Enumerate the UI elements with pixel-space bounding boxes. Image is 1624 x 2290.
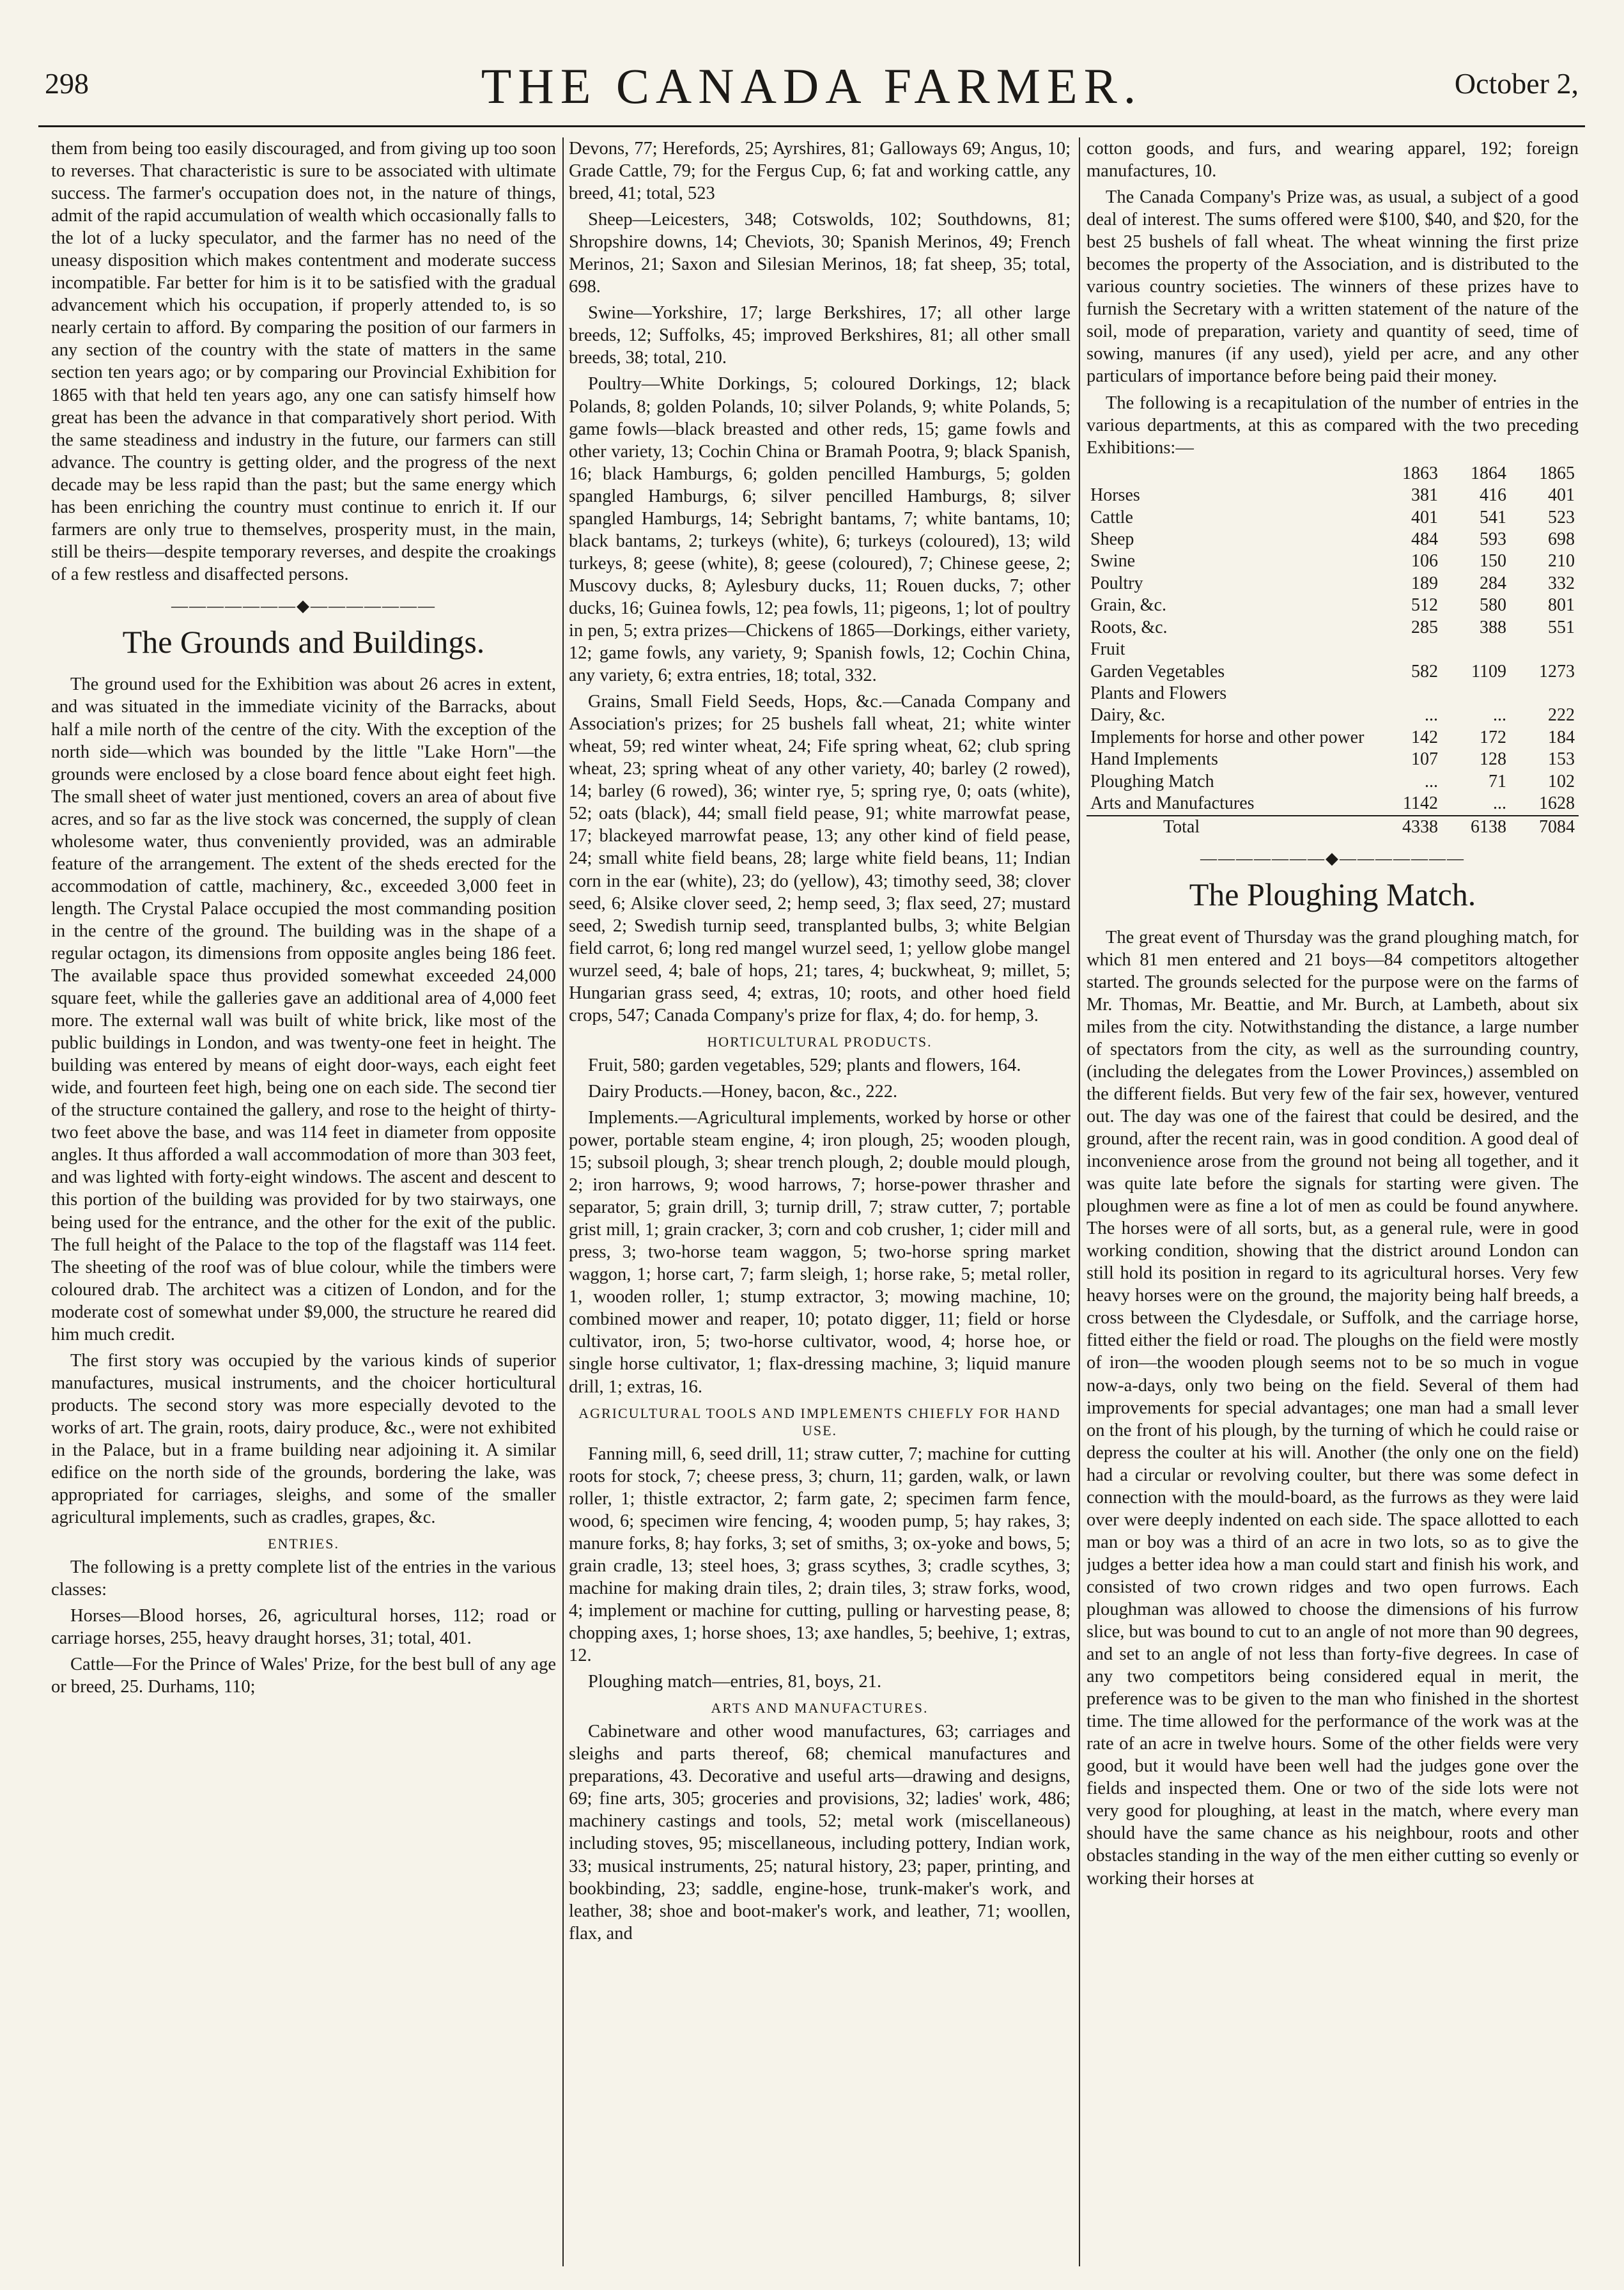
table-row-label: Hand Implements (1090, 749, 1218, 770)
table-row (1087, 485, 1579, 506)
table-row (1087, 507, 1579, 529)
table-header-label (1087, 463, 1373, 485)
column-2 (569, 137, 1071, 2266)
table-cell: 71 (1489, 771, 1506, 791)
table-cell: 184 (1548, 727, 1575, 747)
entry-paragraph: Ploughing match—entries, 81, boys, 21. (588, 1672, 882, 1692)
column-3 (1087, 137, 1579, 2266)
article-paragraph: The ground used for the Exhibition was about 26 acres in extent, and was situated in the immediate vicinity of the Barracks, about half a mile north of the centre of the city. With the exception of the north side—which was bounded by the little "Lake Horn"—the grounds were enclosed by a close board fence about eight feet high. The small sheet of water just mentioned, covers an area of about five acres, and so far as the live stock was concerned, the supply of clean wholesome water, thus conveniently provided, was an admirable feature of the arrangement. The extent of the sheds erected for the accommodation of cattle, machinery, &c., exceeded 3,000 feet in length. The Crystal Palace occupied the most commanding position in the centre of the ground. The building was in the shape of a regular octagon, its dimensions from opposite angles being 186 feet. The available space thus provided somewhat exceeded 24,000 square feet, while the galleries gave an additional area of 4,000 feet more. The external wall was built of white brick, like most of the public buildings in London, and was twenty-one feet in height. The building was entered by means of eight door-ways, each eight feet wide, and fourteen feet high, being one on each side. The second tier of the structure contained the gallery, and rose to the height of thirty-two feet above the base, and was 114 feet in diameter from opposite angles. It thus afforded a wall accommodation of more than 303 feet, and was lighted with forty-eight windows. The ascent and descent to this portion of the building was provided for by two stairways, one being used for the entrance, and the other for the exit of the public. The full height of the Palace to the top of the flagstaff was 114 feet. The sheeting of the roof was of blue colour, while the timbers were coloured drab. The architect was a citizen of London, and for the moderate cost of somewhat under $9,000, the structure he reared did him much credit. (51, 674, 556, 1344)
table-cell: 189 (1411, 573, 1438, 593)
entry-paragraph: Implements.—Agricultural implements, worked by horse or other power, portable steam engine, 4; iron plough, 25; wooden plough, 15; subsoil plough, 3; shear trench plough, 2; double mould plough, 2; iron harrows, 9; wood harrows, 7; horse-power thrasher and separator, 5; grain drill, 3; turnip drill, 7; straw cutter, 7; portable grist mill, 1; grain cracker, 3; corn and cob crusher, 1; cider mill and press, 3; two-horse team waggon, 5; two-horse spring market waggon, 1; horse cart, 7; farm sleigh, 1; horse rake, 5; metal roller, 1, wooden roller, 1; stump extractor, 3; mowing machine, 10; combined mower and reaper, 10; potato digger, 11; field or horse cultivator, iron, 5; two-horse cultivator, wood, 4; horse hoe, or single horse cultivator, 1; flax-dressing machine, 3; liquid manure drill, 1; extras, 16. (569, 1107, 1071, 1397)
table-cell: 381 (1411, 485, 1438, 506)
table-cell: 523 (1548, 507, 1575, 527)
table-row-label: Swine (1090, 551, 1135, 572)
table-row-label: Garden Vegetables (1090, 661, 1225, 682)
table-cell: 332 (1548, 573, 1575, 593)
table-cell: 106 (1411, 551, 1438, 572)
table-row-label: Poultry (1090, 573, 1143, 593)
section-ornament: ———————◆——————— (171, 596, 436, 615)
table-cell: 416 (1480, 485, 1506, 506)
table-cell: 153 (1548, 749, 1575, 770)
newspaper-title: THE CANADA FARMER. (481, 58, 1143, 114)
table-cell: ... (1493, 793, 1506, 814)
entry-paragraph: Grains, Small Field Seeds, Hops, &c.—Canada Company and Association's prizes; for 25 bushels fall wheat, 21; white winter wheat, 59; red winter wheat, 24; Fife spring wheat, 62; club spring wheat, 23; spring wheat of any other variety, 40; barley (2 rowed), 14; barley (6 rowed), 36; winter rye, 5; spring rye, 0; oats (white), 52; oats (black), 44; small field pease, 91; white marrowfat pease, 17; blackeyed marrowfat pease, 13; any other kind of field pease, 24; small white field beans, 28; large white field beans, 11; Indian corn in the ear (white), 23; do (yellow), 43; timothy seed, 38; clover seed, 6; Alsike clover seed, 2; hemp seed, 3; flax seed, 27; mustard seed, 2; Swedish turnip seed, transplanted bulbs, 3; white Belgian field carrot, 6; long red mangel wurzel seed, 1; yellow globe mangel wurzel seed, 4; bale of hops, 21; tares, 4; buckwheat, 9; millet, 5; Hungarian grass seed, 4; extras, 10; roots, and other hoed field crops, 547; Canada Company's prize for flax, 4; do. for hemp, 3. (569, 692, 1071, 1025)
table-cell: 582 (1411, 661, 1438, 682)
entry-paragraph: Swine—Yorkshire, 17; large Berkshires, 17; all other large breeds, 12; Suffolks, 45; improved Berkshires, 81; all other small breeds, 38; total, 210. (569, 303, 1071, 368)
masthead (38, 55, 1585, 127)
table-row-label: Implements for horse and other power (1090, 727, 1365, 747)
table-cell: 1109 (1471, 661, 1506, 682)
table-row (1087, 529, 1579, 550)
column-rule (562, 137, 564, 2266)
table-row (1087, 683, 1579, 705)
table-row (1087, 661, 1579, 683)
table-cell: 222 (1548, 705, 1575, 726)
entry-paragraph: cotton goods, and furs, and wearing apparel, 192; foreign manufactures, 10. (1087, 139, 1579, 182)
table-cell: 1273 (1539, 661, 1575, 682)
table-row (1087, 617, 1579, 639)
table-header-year: 1864 (1471, 463, 1506, 483)
article-paragraph: The following is a pretty complete list of the entries in the various classes: (51, 1557, 556, 1600)
table-cell (1510, 683, 1579, 705)
table-cell: 401 (1548, 485, 1575, 506)
table-row (1087, 771, 1579, 793)
table-cell: 551 (1548, 617, 1575, 637)
table-cell: 698 (1548, 529, 1575, 549)
table-header-row (1087, 463, 1579, 485)
table-row-label: Ploughing Match (1090, 771, 1214, 791)
table-cell (1510, 639, 1579, 660)
table-cell: 801 (1548, 595, 1575, 616)
table-row-label: Plants and Flowers (1090, 683, 1227, 704)
table-cell: 580 (1480, 595, 1506, 616)
entry-paragraph: Cattle—For the Prince of Wales' Prize, for the best bull of any age or breed, 25. Durhams, 110; (51, 1655, 556, 1697)
entry-paragraph: Fruit, 580; garden vegetables, 529; plants and flowers, 164. (588, 1055, 1021, 1075)
subheading-horticultural: HORTICULTURAL PRODUCTS. (707, 1033, 932, 1050)
table-cell: 150 (1480, 551, 1506, 572)
table-total-label: Total (1087, 816, 1373, 838)
entry-paragraph: Cabinetware and other wood manufactures, 63; carriages and sleighs and parts thereof, 68; chemical manufactures and preparations, 43. Decorative and useful arts—drawing and designs, 69; fine arts, 305; groceries and provisions, 32; ladies' work, 486; machinery castings and tools, 52; metal work (miscellaneous) including stoves, 95; miscellaneous, including pottery, Indian work, 33; musical instruments, 25; natural history, 23; paper, printing, and bookbinding, 23; saddle, engine-hose, trunk-maker's work, and leather, 38; shoe and boot-maker's work, and leather, 71; woollen, flax, and (569, 1722, 1071, 1943)
entry-paragraph: Sheep—Leicesters, 348; Cotswolds, 102; Southdowns, 81; Shropshire downs, 14; Cheviots, 30; Spanish Merinos, 49; French Merinos, 21; Saxon and Silesian Merinos, 18; fat sheep, 35; total, 698. (569, 210, 1071, 297)
table-total-cell: 6138 (1442, 816, 1510, 838)
section-heading-ploughing: The Ploughing Match. (1189, 876, 1476, 913)
table-total-cell: 4338 (1373, 816, 1442, 838)
recapitulation-table (1087, 463, 1579, 838)
table-row-label: Sheep (1090, 529, 1134, 549)
entry-paragraph: Fanning mill, 6, seed drill, 11; straw cutter, 7; machine for cutting roots for stock, 7; cheese press, 3; churn, 11; garden, walk, or lawn roller, 1; thistle extractor, 2; farm gate, 2; specimen farm fence, wood, 6; specimen wire fencing, 4; wooden pump, 5; hay rakes, 3; manure forks, 8; hay forks, 3; set of smiths, 3; ox-yoke and bows, 5; grain cradle, 13; steel hoes, 3; grass scythes, 3; cradle scythes, 3; machine for making drain tiles, 2; drain tiles, 3; straw forks, wood, 4; implement or machine for cutting, pulling or harvesting pease, 8; chopping axes, 1; horse shoes, 13; axe handles, 5; beehive, 1; extras, 12. (569, 1444, 1071, 1666)
entry-paragraph: Horses—Blood horses, 26, agricultural horses, 112; road or carriage horses, 255, heavy draught horses, 31; total, 401. (51, 1606, 556, 1649)
table-row (1087, 639, 1579, 660)
table-cell (1373, 683, 1442, 705)
section-heading-grounds: The Grounds and Buildings. (122, 623, 485, 660)
table-cell (1442, 683, 1510, 705)
issue-date: October 2, (1454, 67, 1579, 100)
subheading-arts: ARTS AND MANUFACTURES. (711, 1700, 929, 1717)
table-row-label: Cattle (1090, 507, 1133, 527)
table-cell: 484 (1411, 529, 1438, 549)
table-cell (1442, 639, 1510, 660)
table-row (1087, 595, 1579, 616)
table-row-label: Arts and Manufactures (1090, 793, 1255, 814)
table-row-label: Roots, &c. (1090, 617, 1168, 637)
table-cell: 593 (1480, 529, 1506, 549)
table-cell: 285 (1411, 617, 1438, 637)
entry-paragraph: Dairy Products.—Honey, bacon, &c., 222. (588, 1081, 898, 1102)
table-cell: 401 (1411, 507, 1438, 527)
article-paragraph: them from being too easily discouraged, and from giving up too soon to reverses. That characteristic is sure to be associated with ultimate success. The farmer's occupation does not, in the nature of things, admit of the rapid accumulation of wealth which occasionally falls to the lot of a lucky speculator, and the farmer has no need of the uneasy disposition which makes contentment and moderate success incompatible. Far better for him is it to be satisfied with the gradual advancement which his occupation, if properly attended to, is so nearly certain to afford. By comparing the position of our farmers in any section of the country with the state of matters in the same section ten years ago; or by comparing our Provincial Exhibition for 1865 with that held ten years ago, any one can satisfy himself how great has been the advance in that comparatively short period. With the same steadiness and industry in the future, our farmers can still advance. The country is getting older, and the progress of the next decade may be less rapid than the past; but the same energy which has been enriching the country must continue to enrich it. If our farmers are only true to themselves, prosperity must, in the main, still be theirs—despite temporary reverses, and despite the croakings of a few restless and disaffected persons. (51, 139, 556, 584)
table-cell: 1142 (1403, 793, 1438, 814)
article-paragraph: The Canada Company's Prize was, as usual, a subject of a good deal of interest. The sums offered were $100, $40, and $20, for the best 25 bushels of fall wheat. The wheat winning the first prize becomes the property of the Association, and is distributed to the various country societies. The winners of these prizes have to furnish the Secretary with a written statement of the nature of the soil, mode of preparation, variety and quantity of seed, time of sowing, manures (if any used), yield per acre, and any other particulars of importance before being paid their money. (1087, 187, 1579, 387)
table-row-label: Dairy, &c. (1090, 705, 1166, 726)
table-row (1087, 749, 1579, 770)
table-body (1087, 485, 1579, 838)
column-rule (1079, 137, 1080, 2266)
table-row-label: Grain, &c. (1090, 595, 1166, 616)
table-row-label: Fruit (1090, 639, 1125, 660)
column-1 (51, 137, 556, 2266)
entry-paragraph: Poultry—White Dorkings, 5; coloured Dorkings, 12; black Polands, 8; golden Polands, 10; silver Polands, 9; white Polands, 5; game fowls—black breasted and other reds, 15; game fowls and other variety, 13; Cochin China or Bramah Pootra, 9; black Spanish, 16; black Hamburgs, 6; golden pencilled Hamburgs, 5; golden spangled Hamburgs, 6; silver pencilled Hamburgs, 8; silver spangled Hamburgs, 14; Sebright bantams, 7; white bantams, 10; black bantams, 2; turkeys (white), 6; turkeys (coloured), 13; wild turkeys, 8; geese (white), 8; geese (coloured), 7; Chinese geese, 2; Muscovy ducks, 8; Aylesbury ducks, 11; Rouen ducks, 7; other ducks, 16; Guinea fowls, 12; pea fowls, 11; pigeons, 1; lot of poultry in pen, 5; extra prizes—Chickens of 1865—Dorkings, either variety, 12; game fowls, any variety, 9; Spanish fowls, 12; Cochin China, any variety, 6; extra entries, 18; total, 332. (569, 374, 1071, 686)
table-row (1087, 705, 1579, 726)
table-cell: 172 (1480, 727, 1506, 747)
article-paragraph: The following is a recapitulation of the number of entries in the various departments, at this as compared with the two preceding Exhibitions:— (1087, 393, 1579, 458)
table-row (1087, 573, 1579, 595)
table-cell: 142 (1411, 727, 1438, 747)
table-header-year: 1865 (1539, 463, 1575, 483)
table-cell: 1628 (1539, 793, 1575, 814)
table-row-label: Horses (1090, 485, 1140, 506)
page-number: 298 (45, 67, 89, 100)
table-cell: ... (1425, 771, 1438, 791)
table-cell: ... (1425, 705, 1438, 726)
table-cell: 128 (1480, 749, 1506, 770)
table-cell: 512 (1411, 595, 1438, 616)
article-paragraph: The great event of Thursday was the grand ploughing match, for which 81 men entered and 21 boys—84 competitors altogether started. The grounds selected for the purpose were on the farms of Mr. Thomas, Mr. Beattie, and Mr. Burch, at Lambeth, about six miles from the city. Notwithstanding the distance, a large number of spectators from the city, as well as the surrounding country, (including the delegates from the Lower Provinces,) assembled on the different fields. But very few of the fair sex, however, ventured out. The day was one of the fairest that could be desired, and the ground, after the recent rain, was in good condition. A good deal of inconvenience arose from the ground not being all together, and it was quite late before the signals for starting were given. The ploughmen were as fine a lot of men as could be found anywhere. The horses were of all sorts, but, as a general rule, were in good working condition, showing that the district around London can still hold its position in regard to its agricultural horses. Very few heavy horses were on the ground, the majority being half breeds, a cross between the Clydesdale, or Suffolk, and the carriage horse, fitted either the field or road. The ploughs on the field were mostly of iron—the wooden plough seems not to be so much in vogue now-a-days, only two being on the field. Several of them had improvements for special advantages; one man had a small lever on the front of his plough, by the turning of which he could raise or depress the coulter at his will. Another (the only one on the field) had a circular or revolving coulter, but there was some defect in connection with the mould-board, as the furrows as they were laid over were deeply indented on each side. The space allotted to each man or boy was a third of an acre in two lots, so as to give the judges a better idea how a man could start and finish his work, and consisted of two crown ridges and two open furrows. Each ploughman was allowed to choose the dimensions of his furrow slice, but was bound to cut to an angle of not more than 90 degrees, and set to an angle of not less than forty-five degrees. In case of any two competitors being considered equal in merit, the preference was to be given to the man who finished in the shortest time. The time allowed for the performance of the work was at the rate of an acre in twelve hours. Some of the other fields were very good, but it would have been well had the judges gone over the fields and inspected them. One or two of the side lots were not very good for ploughing, at least in the match, where every man should have the same chance as his neighbour, roots and other obstacles standing in the way of the men either cutting so evenly or working their horses at (1087, 927, 1579, 1889)
table-cell (1373, 639, 1442, 660)
entry-paragraph: Devons, 77; Herefords, 25; Ayrshires, 81; Galloways 69; Angus, 10; Grade Cattle, 79; for the Fergus Cup, 6; fat and working cattle, any breed, 41; total, 523 (569, 139, 1071, 204)
table-cell: 102 (1548, 771, 1575, 791)
table-header-year: 1863 (1402, 463, 1438, 483)
table-cell: 541 (1480, 507, 1506, 527)
article-paragraph: The first story was occupied by the various kinds of superior manufactures, musical instruments, and the choicer horticultural products. The second story was more especially devoted to the works of art. The grain, roots, dairy produce, &c., were not exhibited in the Palace, but in a frame building near adjoining it. A similar edifice on the north side of the grounds, bordering the lake, was appropriated for carriages, sleighs, and some of the smaller agricultural implements, such as cradles, grapes, &c. (51, 1350, 556, 1528)
subheading-tools: AGRICULTURAL TOOLS AND IMPLEMENTS CHIEFLY FOR HAND USE. (578, 1405, 1061, 1438)
section-ornament: ———————◆——————— (1200, 849, 1465, 868)
table-cell: 388 (1480, 617, 1506, 637)
table-cell: 284 (1480, 573, 1506, 593)
subheading-entries: ENTRIES. (268, 1536, 339, 1552)
table-cell: 107 (1411, 749, 1438, 770)
table-total-row (1087, 816, 1579, 838)
table-total-cell: 7084 (1510, 816, 1579, 838)
table-cell: ... (1493, 705, 1506, 726)
table-row (1087, 727, 1579, 749)
table-row (1087, 550, 1579, 572)
table-cell: 210 (1548, 551, 1575, 572)
table-row (1087, 793, 1579, 815)
